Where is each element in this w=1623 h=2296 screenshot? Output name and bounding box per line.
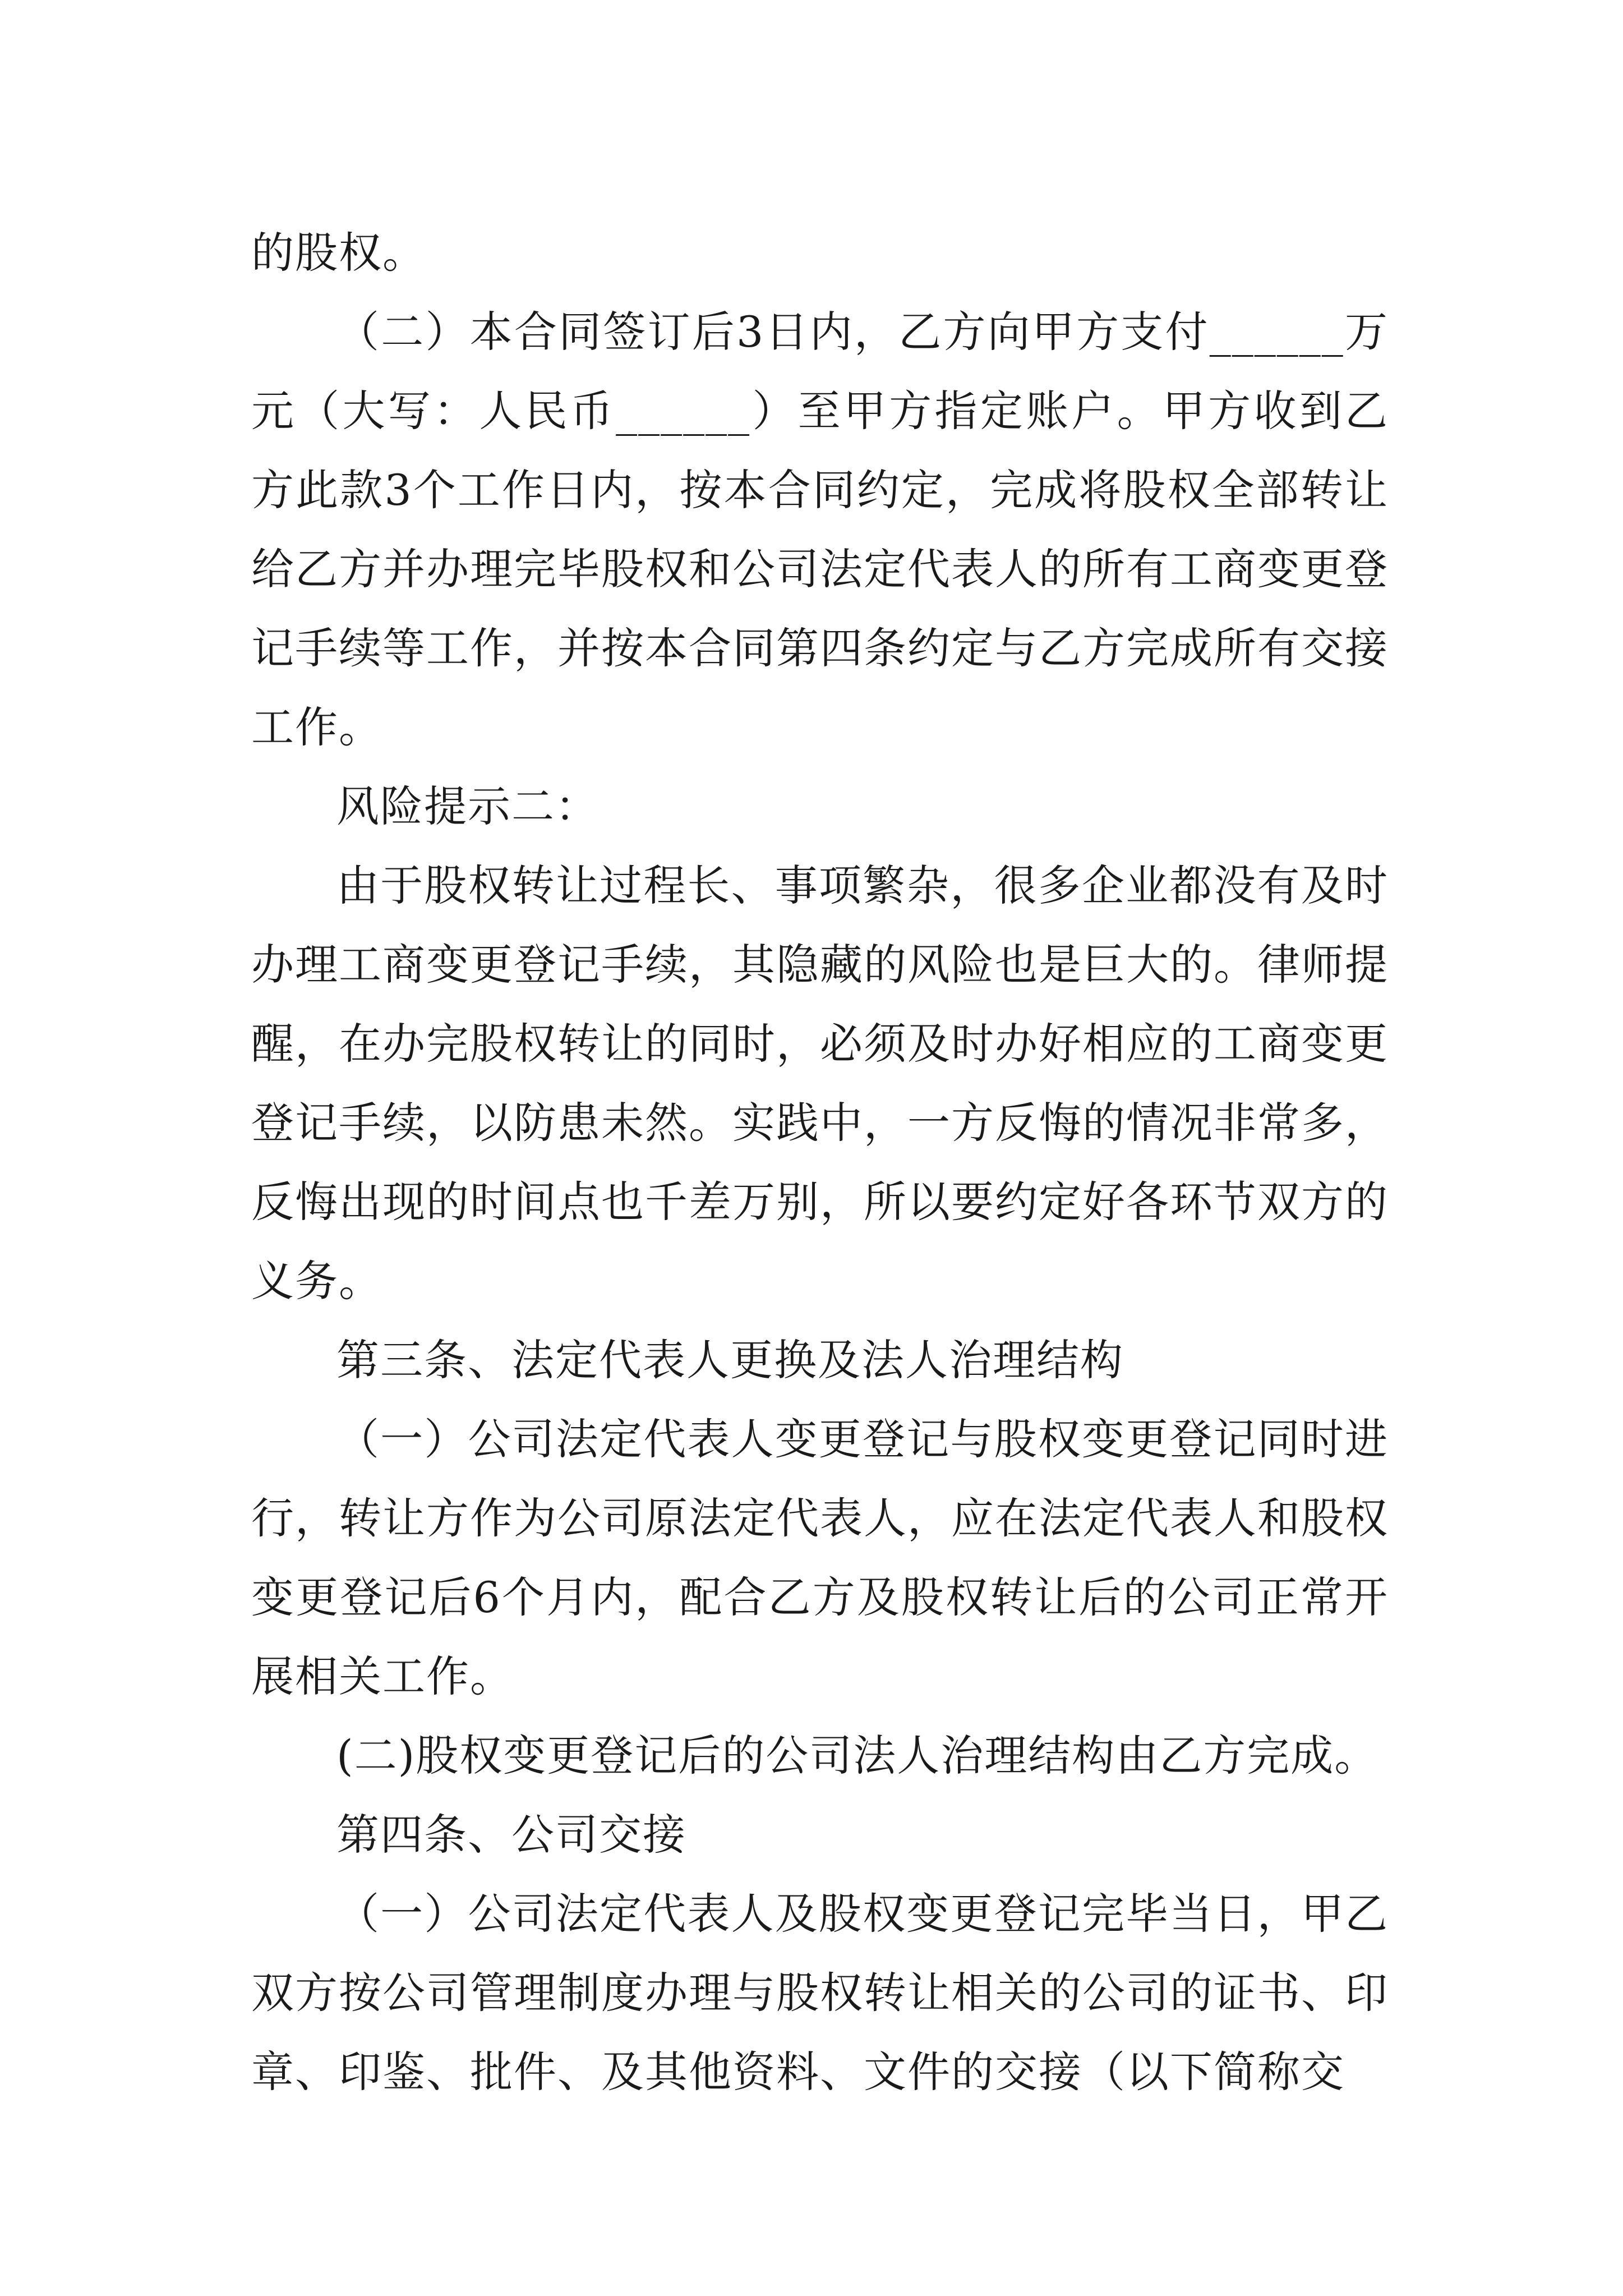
- risk-tip-heading: 风险提示二：: [336, 781, 599, 831]
- paragraph-payment-clause: （二）本合同签订后3日内，乙方向甲方支付______万元（大写：人民币______）至甲方指定账户。甲方收到乙方此款3个工作日内，按本合同约定，完成将股权全部转让给乙方并办理完毕股权和公司法定代表人的所有工商变更登记手续等工作，并按本合同第四条约定与乙方完成所有交接工作。: [251, 307, 1389, 752]
- article-three-clause-two: (二)股权变更登记后的公司法人治理结构由乙方完成。: [336, 1731, 1378, 1780]
- article-four-heading: 第四条、公司交接: [336, 1810, 686, 1860]
- article-three-heading: 第三条、法定代表人更换及法人治理结构: [336, 1335, 1124, 1385]
- paragraph-continuation: 的股权。: [251, 228, 426, 278]
- article-four-clause-one: （一）公司法定代表人及股权变更登记完毕当日，甲乙双方按公司管理制度办理与股权转让相关的公司的证书、印章、印鉴、批件、及其他资料、文件的交接（以下简称交: [251, 1889, 1389, 2097]
- article-three-clause-one: （一）公司法定代表人变更登记与股权变更登记同时进行，转让方作为公司原法定代表人，应在法定代表人和股权变更登记后6个月内，配合乙方及股权转让后的公司正常开展相关工作。: [251, 1414, 1389, 1701]
- document-body: [251, 213, 1389, 2111]
- risk-tip-body: 由于股权转让过程长、事项繁杂，很多企业都没有及时办理工商变更登记手续，其隐藏的风险也是巨大的。律师提醒，在办完股权转让的同时，必须及时办好相应的工商变更登记手续，以防患未然。实践中，一方反悔的情况非常多，反悔出现的时间点也千差万别，所以要约定好各环节双方的义务。: [251, 861, 1389, 1306]
